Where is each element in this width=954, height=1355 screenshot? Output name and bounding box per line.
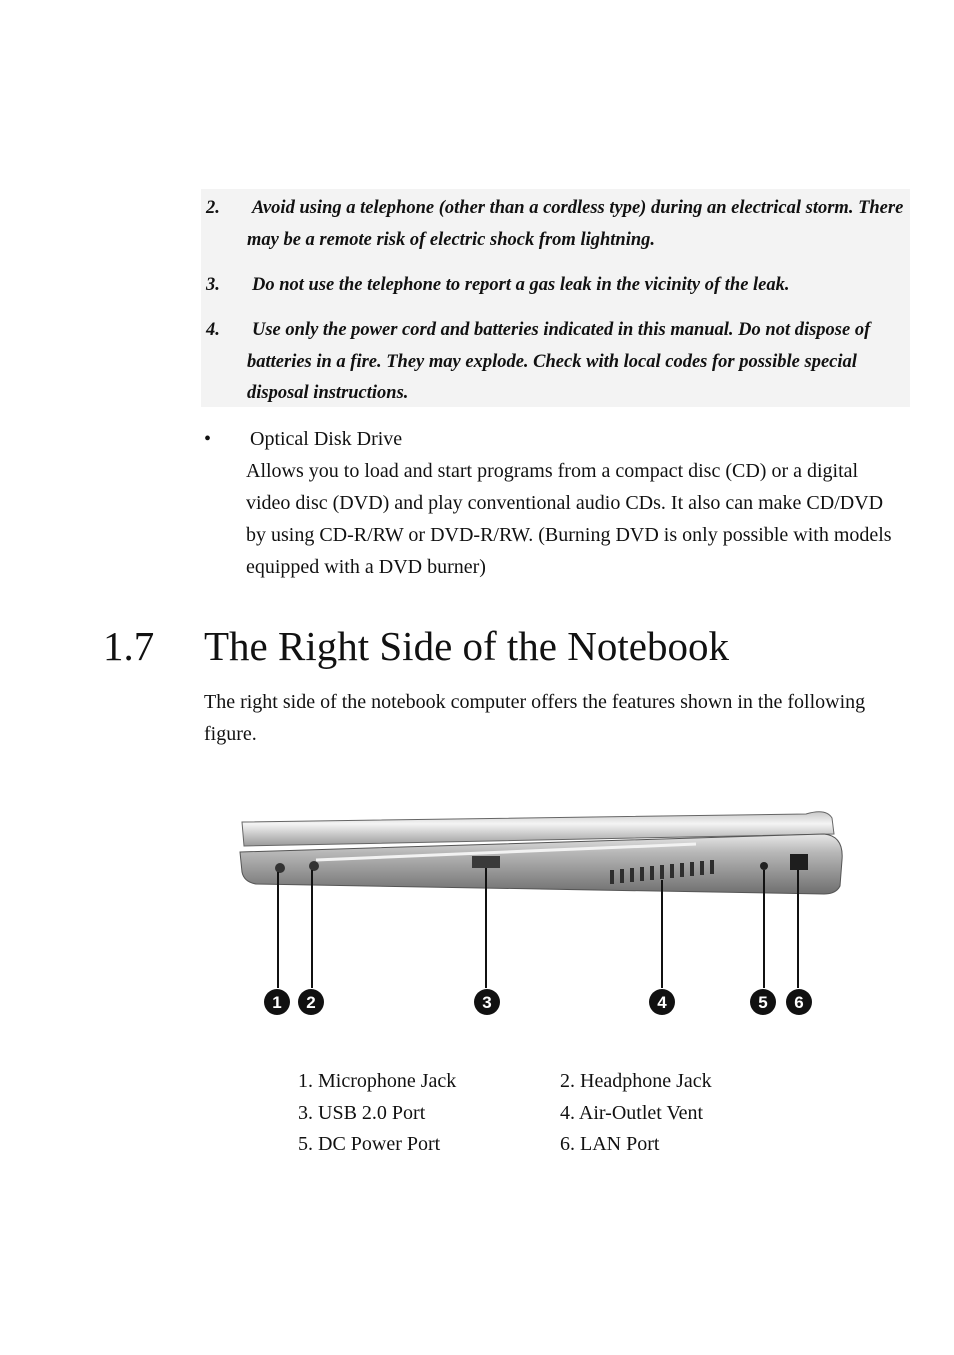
figure-legend bbox=[298, 1066, 818, 1161]
legend-item: 4. Air-Outlet Vent bbox=[560, 1101, 704, 1124]
legend-item: 6. LAN Port bbox=[560, 1133, 660, 1155]
section-title: The Right Side of the Notebook bbox=[204, 623, 729, 669]
notebook-right-side-figure bbox=[236, 800, 848, 1022]
callout-1 bbox=[264, 989, 290, 1015]
warning-number: 3. bbox=[206, 275, 220, 295]
warning-number: 2. bbox=[206, 198, 220, 218]
callout-2 bbox=[298, 989, 324, 1015]
callout-number: 5 bbox=[758, 993, 768, 1012]
warning-text: Do not use the telephone to report a gas leak in the vicinity of the leak. bbox=[252, 275, 790, 295]
warning-text: Avoid using a telephone (other than a cordless type) during an electrical storm. There may be a remote risk of electric shock from lightning. bbox=[247, 198, 904, 250]
legend-item: 1. Microphone Jack bbox=[298, 1070, 457, 1092]
callout-number: 4 bbox=[657, 993, 667, 1012]
bullet-icon: • bbox=[204, 428, 212, 450]
section-intro: The right side of the notebook computer offers the features shown in the following figure. bbox=[204, 691, 866, 745]
bullet-description: Allows you to load and start programs from a compact disc (CD) or a digital video disc (DVD) and play conventional audio CDs. It also can make CD/DVD by using CD-R/RW or DVD-R/RW. (Burning DVD is only possible with models equipped with a DVD burner) bbox=[246, 460, 892, 578]
callout-3 bbox=[474, 989, 500, 1015]
bullet-title: Optical Disk Drive bbox=[250, 428, 403, 450]
legend-row bbox=[298, 1066, 818, 1098]
callout-number: 1 bbox=[272, 993, 282, 1012]
notebook-right-side-illustration bbox=[236, 800, 848, 1022]
legend-row bbox=[298, 1098, 818, 1130]
legend-item: 3. USB 2.0 Port bbox=[298, 1101, 426, 1124]
section-number: 1.7 bbox=[103, 623, 155, 669]
warning-number: 4. bbox=[206, 320, 220, 340]
callout-number: 2 bbox=[306, 993, 316, 1012]
callout-4 bbox=[649, 989, 675, 1015]
callout-5 bbox=[750, 989, 776, 1015]
callout-6 bbox=[786, 989, 812, 1015]
warning-text: Use only the power cord and batteries indicated in this manual. Do not dispose of batteries in a fire. They may explode. Check with local codes for possible special disposal instructions. bbox=[247, 320, 871, 403]
callout-number: 6 bbox=[794, 993, 804, 1012]
legend-item: 5. DC Power Port bbox=[298, 1133, 441, 1155]
callout-number: 3 bbox=[482, 993, 492, 1012]
legend-row bbox=[298, 1129, 818, 1161]
legend-item: 2. Headphone Jack bbox=[560, 1070, 712, 1092]
